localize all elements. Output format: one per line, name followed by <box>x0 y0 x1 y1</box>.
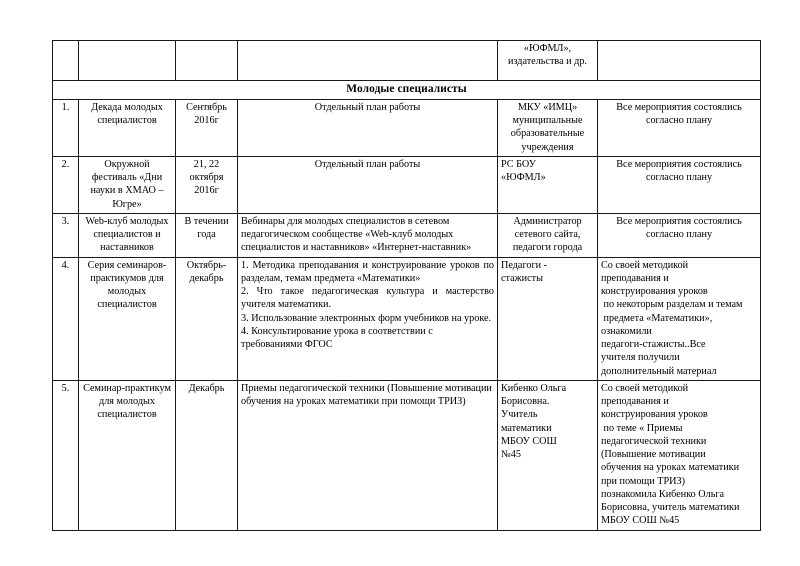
result-line: педагогической техники <box>601 435 707 447</box>
cell-description <box>238 380 498 530</box>
result-line: (Повышение мотивации <box>601 449 706 461</box>
description-line: 3. Использование электронных форм учебников на уроке. <box>241 312 492 324</box>
result-line: преподавания и <box>601 272 669 284</box>
result-line: Все мероприятия состоялись <box>616 101 742 113</box>
table-row <box>53 257 761 380</box>
work-plan-table <box>52 40 761 531</box>
cell-date: Сентябрь 2016г <box>176 99 238 156</box>
responsible-line: №45 <box>501 449 521 461</box>
cell-number: 5. <box>53 380 79 530</box>
cell-result <box>598 99 761 156</box>
cell-result <box>598 380 761 530</box>
responsible-line: сетевого сайта, <box>514 229 581 241</box>
cell-event: Семинар-практикум для молодых специалистов <box>79 380 176 530</box>
cell-date: Декабрь <box>176 380 238 530</box>
description-line: Приемы педагогической техники (Повышение мотивации обучения на уроках математики при помощи ТРИЗ) <box>241 382 492 408</box>
result-line: МБОУ СОШ №45 <box>601 515 680 527</box>
cell-number: 2. <box>53 156 79 213</box>
description-line: 1. Методика преподавания и конструирование уроков по разделам, темам предмета «Математики» <box>241 259 494 284</box>
table-row <box>53 213 761 257</box>
result-line: дополнительный материал <box>601 365 717 377</box>
cell-result <box>598 156 761 213</box>
table-row <box>53 156 761 213</box>
cell-description <box>238 213 498 257</box>
result-line: Борисовна, учитель математики <box>601 502 740 514</box>
result-line: Со своей методикой <box>601 259 689 271</box>
responsible-line: Педагоги - <box>501 259 548 271</box>
description-line: 4. Консультирование урока в соответствии с требованиями ФГОС <box>241 325 433 351</box>
responsible-line: Борисовна. <box>501 396 550 408</box>
description-line: 2. Что такое педагогическая культура и мастерство учителя математики. <box>241 286 494 311</box>
cell-event: Серия семинаров-практикумов для молодых специалистов <box>79 257 176 380</box>
cell-number: 4. <box>53 257 79 380</box>
responsible-line: МБОУ СОШ <box>501 435 557 447</box>
cell-responsible <box>498 380 598 530</box>
responsible-line: МКУ «ИМЦ» <box>517 101 578 113</box>
result-line: согласно плану <box>645 115 713 127</box>
result-line: Все мероприятия состоялись <box>616 158 742 170</box>
table-row-continuation <box>53 41 761 81</box>
cell-description <box>238 257 498 380</box>
cell-result <box>598 41 761 81</box>
cell-description <box>238 99 498 156</box>
result-line: педагоги-стажисты..Все <box>601 339 706 351</box>
cell-description <box>238 41 498 81</box>
table-row <box>53 99 761 156</box>
result-line: ознакомили <box>601 325 652 337</box>
responsible-line: Администратор <box>513 215 582 227</box>
cell-date: 21, 22 октября 2016г <box>176 156 238 213</box>
cell-result <box>598 257 761 380</box>
cell-number: 1. <box>53 99 79 156</box>
cell-responsible <box>498 156 598 213</box>
responsible-line: математики <box>501 422 552 434</box>
result-line: преподавания и <box>601 396 669 408</box>
result-line: согласно плану <box>645 172 713 184</box>
section-heading-label: Молодые специалисты <box>53 81 761 100</box>
result-line: по теме « Приемы <box>601 422 683 434</box>
cell-responsible <box>498 99 598 156</box>
result-line: познакомила Кибенко Ольга <box>601 488 725 500</box>
description-line: Отдельный план работы <box>314 101 421 113</box>
cell-event: Окружной фестиваль «Дни науки в ХМАО – Югре» <box>79 156 176 213</box>
cell-date: Октябрь-декабрь <box>176 257 238 380</box>
cell-date: В течении года <box>176 213 238 257</box>
cell-event: Web-клуб молодых специалистов и наставников <box>79 213 176 257</box>
result-line: обучения на уроках математики <box>601 462 740 474</box>
result-line: при помощи ТРИЗ) <box>601 475 686 487</box>
result-line: конструирования уроков <box>601 286 708 298</box>
cell-result <box>598 213 761 257</box>
cell-date <box>176 41 238 81</box>
cell-description <box>238 156 498 213</box>
result-line: предмета «Математики», <box>601 312 713 324</box>
cell-event <box>79 41 176 81</box>
responsible-line: Кибенко Ольга <box>501 382 567 394</box>
cell-responsible <box>498 213 598 257</box>
result-line: Со своей методикой <box>601 382 689 394</box>
responsible-line: «ЮФМЛ» <box>501 172 546 184</box>
description-line: Вебинары для молодых специалистов в сетевом педагогическом сообществе «Web-клуб молодых специалистов и наставников» «Интернет-наставник» <box>241 215 472 254</box>
cell-responsible: «ЮФМЛ», издательства и др. <box>498 41 598 81</box>
responsible-line: стажисты <box>501 272 543 284</box>
responsible-line: педагоги города <box>512 242 583 254</box>
result-line: согласно плану <box>645 229 713 241</box>
table-body <box>53 41 761 531</box>
cell-responsible <box>498 257 598 380</box>
result-line: учителя получили <box>601 352 680 364</box>
table-row-section-heading <box>53 81 761 100</box>
responsible-line: РС БОУ <box>501 158 536 170</box>
table-row <box>53 380 761 530</box>
result-line: по некоторым разделам и темам <box>601 299 743 311</box>
responsible-line: учреждения <box>521 141 574 153</box>
responsible-line: образовательные <box>510 128 585 140</box>
cell-number: 3. <box>53 213 79 257</box>
responsible-line: муниципальные <box>512 115 583 127</box>
result-line: Все мероприятия состоялись <box>616 215 742 227</box>
cell-number <box>53 41 79 81</box>
responsible-line: Учитель <box>501 409 538 421</box>
cell-event: Декада молодых специалистов <box>79 99 176 156</box>
description-line: Отдельный план работы <box>314 158 421 170</box>
result-line: конструирования уроков <box>601 409 708 421</box>
